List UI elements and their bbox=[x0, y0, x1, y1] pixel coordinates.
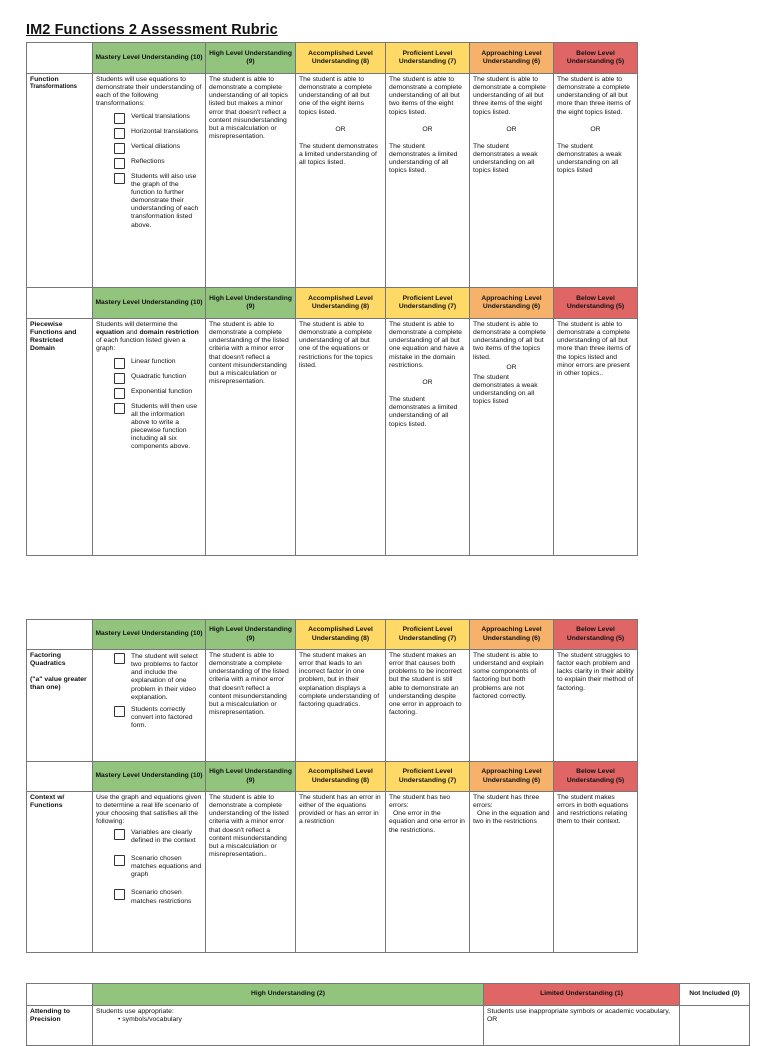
checkbox-icon[interactable] bbox=[114, 358, 125, 369]
checkbox-item[interactable]: Reflections bbox=[114, 158, 202, 169]
checkbox-icon[interactable] bbox=[114, 143, 125, 154]
checkbox-item[interactable]: Vertical dilations bbox=[114, 143, 202, 154]
row-label-function bbox=[27, 74, 93, 288]
checkbox-icon[interactable] bbox=[114, 403, 125, 414]
header-accomplished: Accomplished Level Understanding (8) bbox=[296, 620, 386, 650]
mastery-intro: Students will use equations to demonstrate their understanding of each of the following transformations: bbox=[96, 76, 202, 108]
rubric-table-1 bbox=[26, 42, 638, 556]
checkbox-icon[interactable] bbox=[114, 388, 125, 399]
checkbox-icon[interactable] bbox=[114, 855, 125, 866]
header-corner bbox=[27, 288, 93, 319]
cell-mastery: Students will determine the equation and domain restriction of each function listed given a graph: Linear function Quadratic function Exponential function Students will then use all the information above to write a piecewise function including all six components above. bbox=[93, 319, 206, 556]
cell-mastery bbox=[93, 650, 206, 762]
row-factoring bbox=[27, 650, 638, 762]
checkbox-item[interactable]: Students will also use the graph of the function to further demonstrate their understanding of each transformation listed above. bbox=[114, 173, 202, 230]
checkbox-item[interactable]: Exponential function bbox=[114, 388, 202, 399]
cell-proficient: The student has two errors: One error in the equation and one error in the restrictions. bbox=[386, 792, 470, 953]
checkbox-item[interactable]: Students will then use all the information above to write a piecewise function including all six components above. bbox=[114, 403, 202, 452]
cell-below: The student makes errors in both equations and restrictions relating them to their context. bbox=[554, 792, 638, 953]
row-label-attending: Attending to Precision bbox=[27, 1006, 93, 1046]
row-label-text: Function bbox=[30, 76, 59, 83]
header-mastery: Mastery Level Understanding (10) bbox=[93, 620, 206, 650]
checkbox-item[interactable]: Scenario chosen matches equations and graph bbox=[114, 855, 202, 879]
cell-accomplished: The student is able to demonstrate a complete understanding of all but one of the eight items topics listed. OR The student demonstrates a limited understanding of all topics listed. bbox=[296, 74, 386, 288]
cell-accomplished: The student makes an error that leads to an incorrect factor in one problem, but in their explanation displays a complete understanding of factoring quadratics. bbox=[296, 650, 386, 762]
header-high: High Level Understanding (9) bbox=[206, 288, 296, 319]
header-corner bbox=[27, 620, 93, 650]
header-corner bbox=[27, 43, 93, 74]
header-high: High Level Understanding (9) bbox=[206, 43, 296, 74]
header-corner bbox=[27, 762, 93, 792]
header-proficient: Proficient Level Understanding (7) bbox=[386, 762, 470, 792]
header-accomplished: Accomplished Level Understanding (8) bbox=[296, 762, 386, 792]
header-approaching: Approaching Level Understanding (6) bbox=[470, 43, 554, 74]
header-approaching: Approaching Level Understanding (6) bbox=[470, 620, 554, 650]
cell-high: The student is able to demonstrate a complete understanding of the listed criteria with a minor error that doesn't reflect a content misunderstanding but a miscalculation or misrepresentation. bbox=[206, 650, 296, 762]
cell-proficient: The student is able to demonstrate a complete understanding of all but two items of the eight topics listed. OR The student demonstrates a limited understanding of all topics listed. bbox=[386, 74, 470, 288]
row-attending bbox=[27, 1006, 750, 1046]
checkbox-item[interactable]: Students correctly convert into factored form. bbox=[114, 706, 202, 730]
cell-below: The student is able to demonstrate a complete understanding of all but more than three items of the topics listed and minor errors are present in other topics.. bbox=[554, 319, 638, 556]
checkbox-item[interactable]: Scenario chosen matches restrictions bbox=[114, 889, 202, 905]
checkbox-icon[interactable] bbox=[114, 829, 125, 840]
row-label-context: Context w/ Functions bbox=[27, 792, 93, 953]
header-mastery: Mastery Level Understanding (10) bbox=[93, 762, 206, 792]
checkbox-icon[interactable] bbox=[114, 373, 125, 384]
checkbox-icon[interactable] bbox=[114, 158, 125, 169]
cell-high-understanding: Students use appropriate: • symbols/vocabulary bbox=[93, 1006, 484, 1046]
header-below: Below Level Understanding (5) bbox=[554, 620, 638, 650]
cell-high: The student is able to demonstrate a complete understanding of the listed criteria with a minor error that doesn't reflect a content misunderstanding but a miscalculation or misrepresentation. bbox=[206, 319, 296, 556]
page-title: IM2 Functions 2 Assessment Rubric bbox=[26, 22, 278, 38]
cell-high: The student is able to demonstrate a complete understanding of the listed criteria with a minor error that doesn't reflect a content misunderstanding but a miscalculation or misrepresentation.. bbox=[206, 792, 296, 953]
header-accomplished: Accomplished Level Understanding (8) bbox=[296, 43, 386, 74]
header-approaching: Approaching Level Understanding (6) bbox=[470, 288, 554, 319]
checkbox-icon[interactable] bbox=[114, 128, 125, 139]
header-proficient: Proficient Level Understanding (7) bbox=[386, 288, 470, 319]
cell-accomplished: The student is able to demonstrate a complete understanding of all but one of the equations or restrictions for the topics listed. bbox=[296, 319, 386, 556]
header-high-understanding: High Understanding (2) bbox=[93, 984, 484, 1006]
row-label-factoring: Factoring Quadratics ("a" value greater than one) bbox=[27, 650, 93, 762]
cell-proficient: The student is able to demonstrate a complete understanding of all but one equation and have a mistake in the domain restrictions. OR The student demonstrates a limited understanding of all topics listed. bbox=[386, 319, 470, 556]
cell-limited-understanding: Students use inappropriate symbols or academic vocabulary, OR bbox=[484, 1006, 680, 1046]
checkbox-item[interactable]: Vertical translations bbox=[114, 113, 202, 124]
header-below: Below Level Understanding (5) bbox=[554, 288, 638, 319]
cell-below: The student struggles to factor each problem and lacks clarity in their ability to explain their method of factoring. bbox=[554, 650, 638, 762]
checkbox-item[interactable]: Horizontal translations bbox=[114, 128, 202, 139]
checkbox-item[interactable]: The student will select two problems to factor and include the explanation of one problem in their video explanation. bbox=[114, 653, 202, 702]
row-function-transformations bbox=[27, 74, 638, 288]
checkbox-icon[interactable] bbox=[114, 173, 125, 184]
row-label-piecewise: Piecewise Functions and Restricted Domain bbox=[27, 319, 93, 556]
header-mastery: Mastery Level Understanding (10) bbox=[93, 43, 206, 74]
checkbox-item[interactable]: Variables are clearly defined in the context bbox=[114, 829, 202, 845]
header-approaching: Approaching Level Understanding (6) bbox=[470, 762, 554, 792]
checkbox-icon[interactable] bbox=[114, 653, 125, 664]
row-piecewise bbox=[27, 319, 638, 556]
cell-mastery bbox=[93, 74, 206, 288]
header-high: High Level Understanding (9) bbox=[206, 762, 296, 792]
cell-below: The student is able to demonstrate a complete understanding of all but more than three items of the eight topics listed. OR The student demonstrates a weak understanding on all topics listed bbox=[554, 74, 638, 288]
rubric-table-3 bbox=[26, 983, 750, 1046]
checkbox-item[interactable]: Quadratic function bbox=[114, 373, 202, 384]
header-proficient: Proficient Level Understanding (7) bbox=[386, 620, 470, 650]
header-not-included: Not Included (0) bbox=[680, 984, 750, 1006]
header-row bbox=[27, 762, 638, 792]
header-proficient: Proficient Level Understanding (7) bbox=[386, 43, 470, 74]
header-row bbox=[27, 43, 638, 74]
rubric-table-2 bbox=[26, 619, 638, 953]
row-context bbox=[27, 792, 638, 953]
checkbox-icon[interactable] bbox=[114, 889, 125, 900]
cell-proficient: The student makes an error that causes both problems to be incorrect but the student is still able to demonstrate an understanding despite one error in approach to factoring. bbox=[386, 650, 470, 762]
cell-mastery: Use the graph and equations given to determine a real life scenario of your choosing that satisfies all the following: Variables are clearly defined in the context Scenario chosen matches equations and graph Scenario chosen matches restrictions bbox=[93, 792, 206, 953]
header-mastery: Mastery Level Understanding (10) bbox=[93, 288, 206, 319]
cell-approaching: The student is able to understand and explain some components of factoring but both problems are not factored correctly. bbox=[470, 650, 554, 762]
cell-approaching: The student is able to demonstrate a complete understanding of all but three items of the eight topics listed. OR The student demonstrates a weak understanding on all topics listed bbox=[470, 74, 554, 288]
header-row bbox=[27, 620, 638, 650]
header-corner bbox=[27, 984, 93, 1006]
header-row bbox=[27, 288, 638, 319]
row-sublabel: Transformations bbox=[30, 84, 78, 91]
header-high: High Level Understanding (9) bbox=[206, 620, 296, 650]
cell-high: The student is able to demonstrate a complete understanding of all topics listed but makes a minor error that doesn't reflect a content misunderstanding but a miscalculation or misrepresentation. bbox=[206, 74, 296, 288]
cell-approaching: The student has three errors: One in the equation and two in the restrictions bbox=[470, 792, 554, 953]
header-below: Below Level Understanding (5) bbox=[554, 762, 638, 792]
checkbox-icon[interactable] bbox=[114, 706, 125, 717]
header-below: Below Level Understanding (5) bbox=[554, 43, 638, 74]
checkbox-icon[interactable] bbox=[114, 113, 125, 124]
cell-approaching: The student is able to demonstrate a complete understanding of all but two items of the topics listed. OR The student demonstrates a weak understanding on all topics listed bbox=[470, 319, 554, 556]
header-row bbox=[27, 984, 750, 1006]
cell-accomplished: The student has an error in either of the equations provided or has an error in a restriction bbox=[296, 792, 386, 953]
checkbox-item[interactable]: Linear function bbox=[114, 358, 202, 369]
cell-not-included bbox=[680, 1006, 750, 1046]
header-accomplished: Accomplished Level Understanding (8) bbox=[296, 288, 386, 319]
header-limited-understanding: Limited Understanding (1) bbox=[484, 984, 680, 1006]
